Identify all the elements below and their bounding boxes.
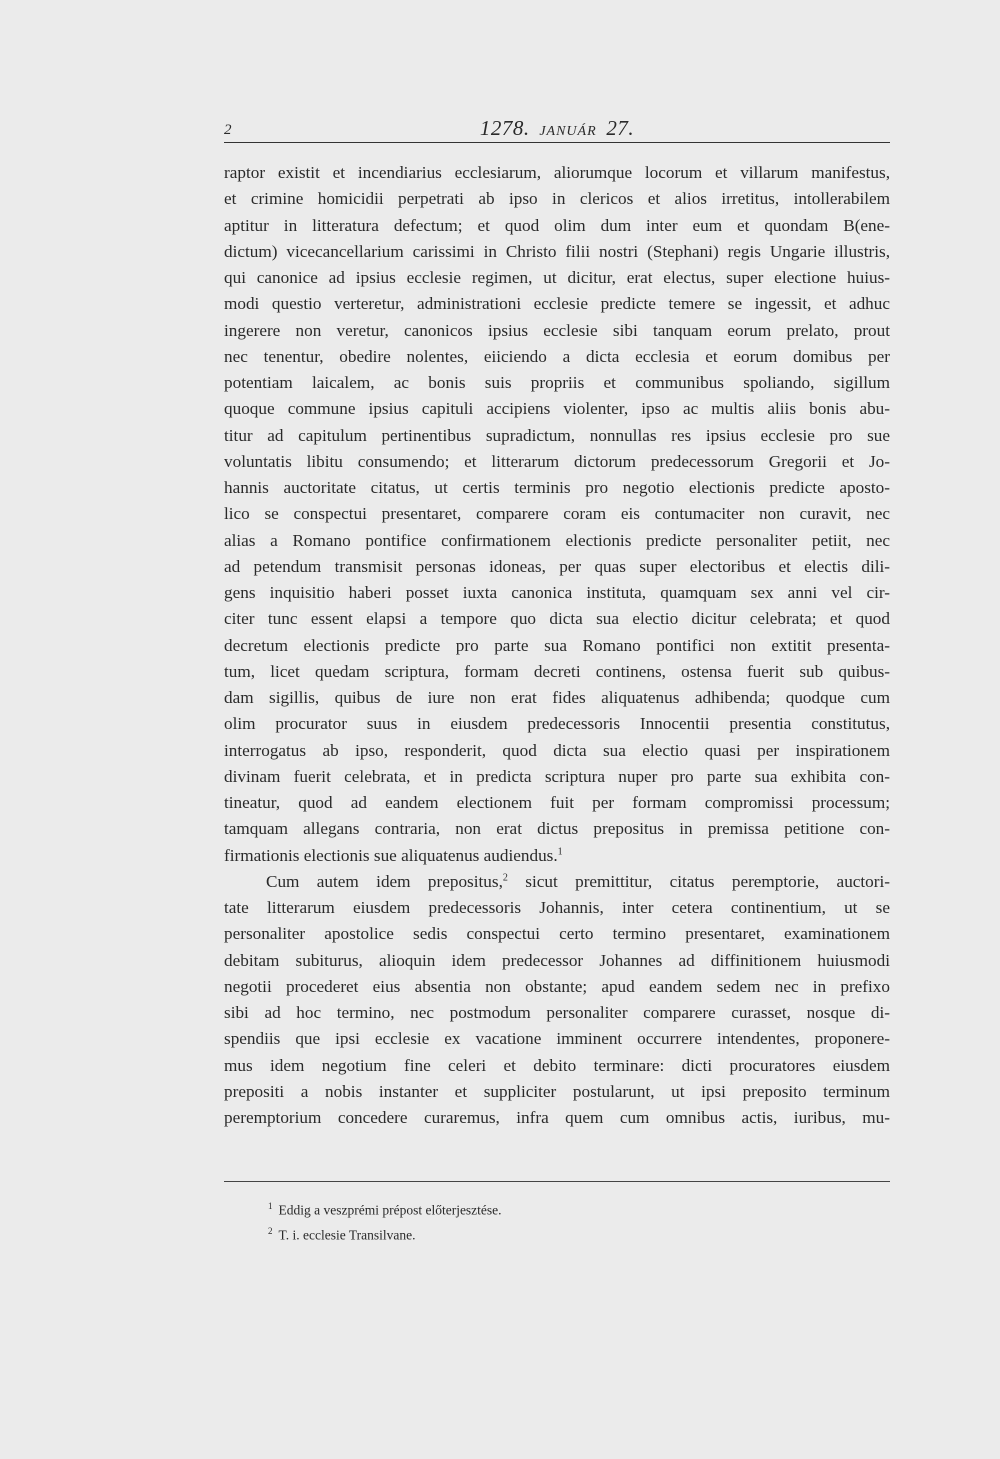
text-line: dam sigillis, quibus de iure non erat fides aliquatenus adhibenda; quodque cum [224, 688, 890, 707]
text-line: dictum) vicecancellarium carissimi in Christo filii nostri (Stephani) regis Ungarie illustris, [224, 241, 890, 261]
footnote-text: Eddig a veszprémi prépost előterjesztése. [278, 1202, 502, 1218]
text-line: lico se conspectui presentaret, comparere coram eis contumaciter non curavit, nec [224, 504, 890, 524]
text-line: voluntatis libitu consumendo; et litterarum dictorum predecessorum Gregorii et Jo- [224, 451, 890, 471]
body-text [224, 160, 890, 1131]
text-line-content: firmationis electionis sue aliquatenus audiendus. [224, 845, 558, 865]
footnote-mark: 2 [268, 1225, 273, 1236]
text-line: debitam subiturus, alioquin idem predecessor Johannes ad diffinitionem huiusmodi [224, 950, 890, 970]
running-head-month: JANUÁR [539, 124, 597, 139]
footnotes [268, 1196, 502, 1245]
text-line-content: sicut premittitur, citatus peremptorie, auctori- [507, 871, 891, 891]
text-line: titur ad capitulum pertinentibus supradictum, nonnullas res ipsius ecclesie pro sue [224, 425, 890, 445]
page-header [224, 112, 890, 143]
text-line: tineatur, quod ad eandem electionem fuit per formam compromissi processum; [224, 793, 890, 812]
footnote-mark: 1 [268, 1201, 273, 1211]
text-line: olim procurator suus in eiusdem predecessoris Innocentii presentia constitutus, [224, 714, 890, 734]
text-line: et crimine homicidii perpetrati ab ipso in clericos et alios irretitus, intollerabilem [224, 189, 890, 209]
text-line: tum, licet quedam scriptura, formam decreti continens, ostensa fuerit sub quibus- [224, 661, 890, 681]
text-line [224, 843, 890, 869]
footnote-reference: 1 [557, 845, 563, 857]
text-line: tate litterarum eiusdem predecessoris Johannis, inter cetera continentium, ut se [224, 898, 890, 917]
text-line: tamquam allegans contraria, non erat dictus prepositus in premissa petitione con- [224, 819, 890, 839]
text-line: citer tunc essent elapsi a tempore quo dicta sua electio dicitur celebrata; et quod [224, 609, 890, 629]
text-line: decretum electionis predicte pro parte sua Romano pontifici non extitit presenta- [224, 635, 890, 655]
text-line: potentiam laicalem, ac bonis suis propriis et communibus spoliando, sigillum [224, 373, 890, 392]
text-line: nec tenentur, obedire nolentes, eiiciendo a dicta ecclesia et eorum domibus per [224, 346, 890, 366]
text-line: raptor existit et incendiarius ecclesiarum, aliorumque locorum et villarum manifestus, [224, 163, 890, 182]
footnote [268, 1221, 502, 1246]
text-line: mus idem negotium fine celeri et debito terminare: dicti procuratores eiusdem [224, 1055, 890, 1075]
footnote [268, 1196, 502, 1221]
text-line: personaliter apostolice sedis conspectui certo termino presentaret, examinationem [224, 924, 890, 944]
text-line: interrogatus ab ipso, responderit, quod dicta sua electio quasi per inspirationem [224, 740, 890, 760]
text-line: ingerere non veretur, canonicos ipsius ecclesie sibi tanquam eorum prelato, prout [224, 320, 890, 340]
text-line: sibi ad hoc termino, nec postmodum personaliter comparere curasset, nosque di- [224, 1003, 890, 1022]
footnote-text: T. i. ecclesie Transilvane. [278, 1227, 416, 1242]
footnote-reference: 2 [502, 872, 508, 884]
text-line: quoque commune ipsius capituli accipiens violenter, ipso ac multis aliis bonis abu- [224, 399, 890, 419]
text-line-content: Cum autem idem prepositus, [266, 871, 503, 891]
paragraph-first-line [224, 869, 890, 895]
running-head-day: 27. [606, 116, 635, 140]
running-head [224, 116, 890, 141]
running-head-year: 1278. [479, 116, 530, 140]
text-line: gens inquisitio haberi posset iuxta canonica instituta, quamquam sex anni vel cir- [224, 583, 890, 602]
text-line: alias a Romano pontifice confirmationem electionis predicte personaliter petiit, nec [224, 530, 890, 550]
text-line: divinam fuerit celebrata, et in predicta scriptura nuper pro parte sua exhibita con- [224, 766, 890, 786]
text-line: negotii procederet eius absentia non obstante; apud eandem sedem nec in prefixo [224, 976, 890, 996]
text-line: ad petendum transmisit personas idoneas, per quas super electoribus et electis dili- [224, 556, 890, 576]
text-line: spendiis que ipsi ecclesie ex vacatione imminent occurrere intendentes, proponere- [224, 1029, 890, 1049]
text-line: modi questio verteretur, administrationi ecclesie predicte temere se ingessit, et adhuc [224, 294, 890, 314]
text-line: prepositi a nobis instanter et suppliciter postularunt, ut ipsi preposito terminum [224, 1081, 890, 1101]
page-number: 2 [224, 122, 232, 138]
text-line: hannis auctoritate citatus, ut certis terminis pro negotio electionis predicte aposto- [224, 478, 890, 497]
text-line: aptitur in litteratura defectum; et quod olim dum inter eum et quondam B(ene- [224, 215, 890, 235]
footnote-divider [224, 1181, 890, 1182]
text-line: qui canonice ad ipsius ecclesie regimen, ut dicitur, erat electus, super electione huius- [224, 268, 890, 287]
text-line: peremptorium concedere curaremus, infra quem cum omnibus actis, iuribus, mu- [224, 1108, 890, 1127]
